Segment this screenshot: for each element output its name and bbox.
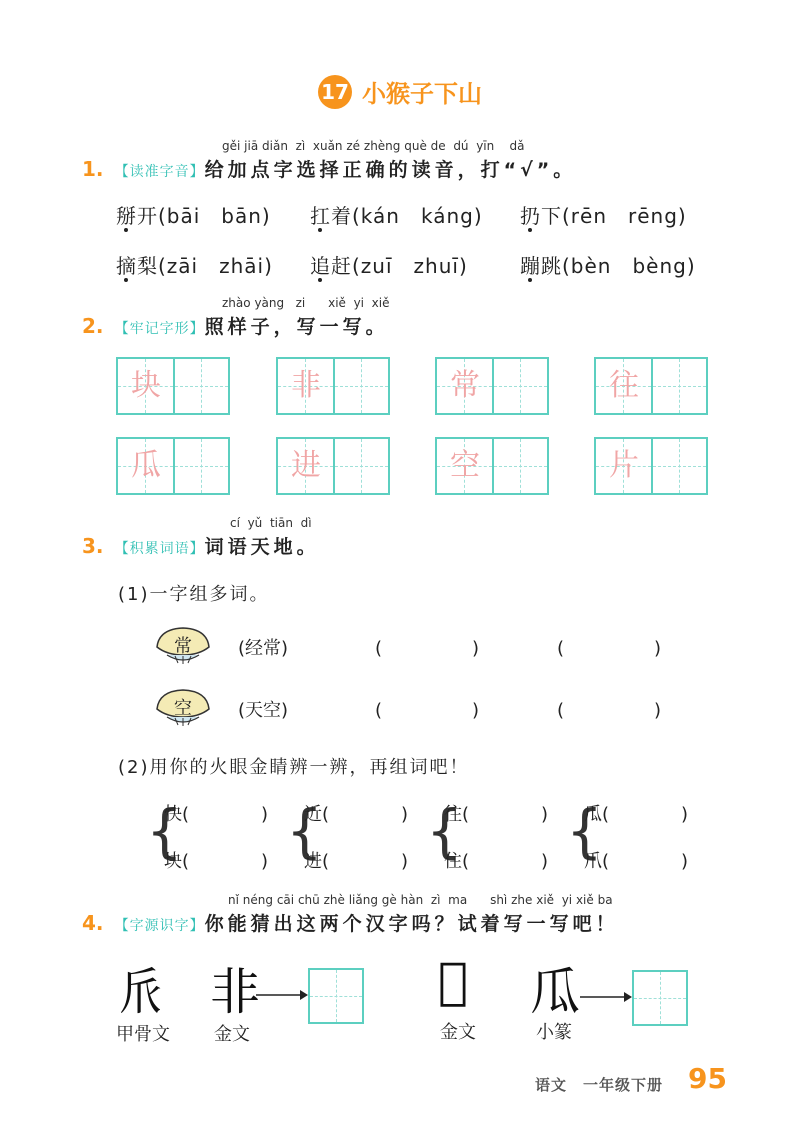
emphasis-dot bbox=[528, 228, 532, 232]
q3-tag: 【积累词语】 bbox=[114, 541, 205, 557]
page-number: 95 bbox=[688, 1062, 727, 1095]
writing-grid[interactable] bbox=[435, 357, 549, 415]
word-blank[interactable]: ( ) bbox=[557, 638, 662, 659]
answer-grid[interactable] bbox=[308, 968, 364, 1024]
bronze-glyph: 𤓰 bbox=[438, 952, 469, 1010]
lesson-header bbox=[0, 74, 800, 109]
trace-char: 片 bbox=[609, 448, 639, 483]
writing-grid[interactable] bbox=[435, 437, 549, 495]
q2-tag: 【牢记字形】 bbox=[114, 321, 205, 337]
pair-item[interactable]: 块( ) bbox=[164, 851, 269, 872]
q1-row-2-item-3: 蹦跳(bèn bèng) bbox=[520, 254, 696, 278]
lesson-number-badge: 17 bbox=[318, 75, 352, 109]
writing-grid[interactable] bbox=[116, 437, 230, 495]
word-example: (天空) bbox=[238, 700, 289, 721]
emphasis-dot bbox=[318, 228, 322, 232]
q4-tag: 【字源识字】 bbox=[114, 918, 205, 934]
trace-char: 瓜 bbox=[131, 448, 161, 483]
writing-grid[interactable] bbox=[276, 357, 390, 415]
trace-char: 块 bbox=[131, 368, 161, 403]
q1-pinyin: gěi jiā diǎn zì xuǎn zé zhèng què de dú yīn dǎ bbox=[222, 139, 525, 153]
q1-title: 给加点字选择正确的读音，打“√”。 bbox=[204, 159, 577, 181]
q1-number: 1. bbox=[82, 157, 104, 181]
word-blank[interactable]: ( ) bbox=[375, 638, 480, 659]
pair-item[interactable]: 爪( ) bbox=[584, 851, 689, 872]
emphasis-dot bbox=[528, 278, 532, 282]
emphasis-dot bbox=[124, 278, 128, 282]
answer-grid[interactable] bbox=[632, 970, 688, 1026]
q1-row-1-item-2: 扛着(kán káng) bbox=[310, 204, 483, 228]
bubble-char: 常 bbox=[174, 636, 192, 657]
caption: 小篆 bbox=[536, 1022, 572, 1043]
q2-title: 照样子，写一写。 bbox=[204, 316, 389, 338]
q1-row-2-item-1: 摘梨(zāi zhāi) bbox=[116, 254, 273, 278]
word-blank[interactable]: ( ) bbox=[557, 700, 662, 721]
caption: 金文 bbox=[214, 1024, 250, 1045]
brace-icon: { bbox=[426, 797, 463, 865]
q1-tag: 【读准字音】 bbox=[114, 164, 205, 180]
trace-char: 常 bbox=[450, 368, 480, 403]
q2-number: 2. bbox=[82, 314, 104, 338]
q4-heading bbox=[82, 909, 619, 936]
caption: 甲骨文 bbox=[116, 1024, 170, 1045]
q3-heading bbox=[82, 532, 320, 559]
q3-pinyin: cí yǔ tiān dì bbox=[230, 516, 312, 530]
writing-grid[interactable] bbox=[594, 437, 708, 495]
pair-item[interactable]: 进( ) bbox=[304, 851, 409, 872]
trace-char: 进 bbox=[291, 448, 321, 483]
word-example: (经常) bbox=[238, 638, 289, 659]
q4-number: 4. bbox=[82, 911, 104, 935]
q4-pinyin: nǐ néng cāi chū zhè liǎng gè hàn zì ma shì zhe xiě yi xiě ba bbox=[228, 893, 613, 907]
pair-item[interactable]: 往( ) bbox=[444, 804, 549, 825]
bronze-glyph: 非 bbox=[210, 963, 260, 1021]
q3-part1-title: (1)一字组多词。 bbox=[118, 584, 270, 605]
emphasis-dot bbox=[124, 228, 128, 232]
brace-icon: { bbox=[566, 797, 603, 865]
pair-item[interactable]: 瓜( ) bbox=[584, 804, 689, 825]
q1-heading bbox=[82, 155, 576, 182]
seal-glyph: 瓜 bbox=[530, 963, 580, 1021]
oracle-glyph: 𠂢 bbox=[116, 963, 166, 1021]
trace-char: 非 bbox=[291, 368, 321, 403]
q3-title: 词语天地。 bbox=[204, 536, 320, 558]
arrow-right-icon bbox=[580, 990, 632, 1004]
q1-row-1-item-1: 掰开(bāi bān) bbox=[116, 204, 271, 228]
brace-icon: { bbox=[146, 797, 183, 865]
writing-grid[interactable] bbox=[594, 357, 708, 415]
bubble-char: 空 bbox=[174, 698, 192, 719]
q2-heading bbox=[82, 312, 389, 339]
caption: 金文 bbox=[440, 1022, 476, 1043]
emphasis-dot bbox=[318, 278, 322, 282]
footer-subject: 语文 一年级下册 bbox=[535, 1076, 664, 1094]
word-blank[interactable]: ( ) bbox=[375, 700, 480, 721]
pair-item[interactable]: 快( ) bbox=[164, 804, 269, 825]
q1-row-1-item-3: 扔下(rēn rēng) bbox=[520, 204, 687, 228]
trace-char: 往 bbox=[609, 368, 639, 403]
q1-row-2-item-2: 追赶(zuī zhuī) bbox=[310, 254, 468, 278]
brace-icon: { bbox=[286, 797, 323, 865]
trace-char: 空 bbox=[450, 448, 480, 483]
pair-item[interactable]: 住( ) bbox=[444, 851, 549, 872]
writing-grid[interactable] bbox=[116, 357, 230, 415]
q2-pinyin: zhào yàng zi xiě yi xiě bbox=[222, 296, 390, 310]
pair-item[interactable]: 近( ) bbox=[304, 804, 409, 825]
arrow-right-icon bbox=[256, 988, 308, 1002]
q4-title: 你能猜出这两个汉字吗？试着写一写吧！ bbox=[204, 913, 619, 935]
q3-part2-title: (2)用你的火眼金睛辨一辨，再组词吧！ bbox=[118, 757, 470, 778]
writing-grid[interactable] bbox=[276, 437, 390, 495]
q3-number: 3. bbox=[82, 534, 104, 558]
lesson-title: 小猴子下山 bbox=[362, 80, 482, 108]
